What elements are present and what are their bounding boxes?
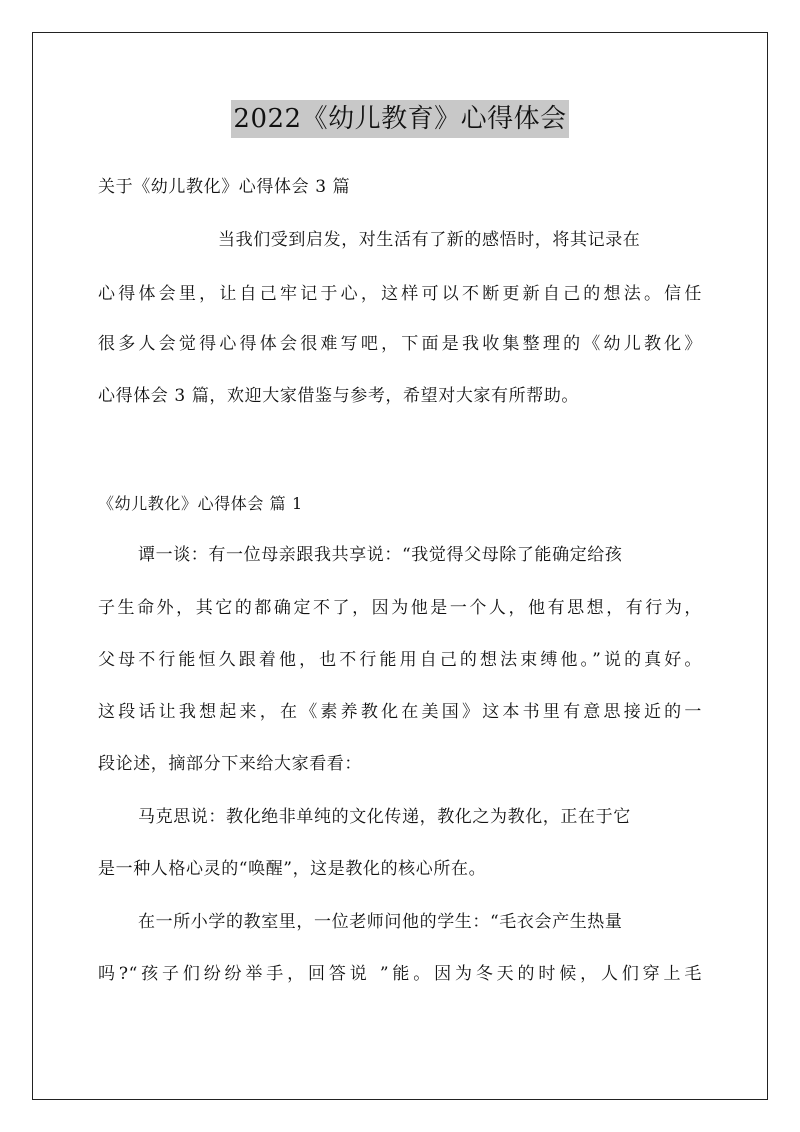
intro-line-1: 当我们受到启发，对生活有了新的感悟时，将其记录在: [218, 230, 641, 250]
paragraph1-line-5: 段论述，摘部分下来给大家看看：: [98, 754, 362, 774]
title-container: [0, 100, 800, 138]
document-title: 2022《幼儿教育》心得体会: [231, 100, 568, 138]
paragraph3-line-2: 吗?“孩子们纷纷举手，回答说 ”能。因为冬天的时候，人们穿上毛: [98, 964, 702, 984]
document-subtitle: 关于《幼儿教化》心得体会 3 篇: [98, 177, 351, 197]
paragraph1-line-4: 这段话让我想起来，在《素养教化在美国》这本书里有意思接近的一: [98, 702, 702, 722]
paragraph1-line-2: 子生命外，其它的都确定不了，因为他是一个人，他有思想，有行为，: [98, 598, 702, 618]
intro-line-3: 很多人会觉得心得体会很难写吧，下面是我收集整理的《幼儿教化》: [98, 334, 702, 354]
intro-line-4: 心得体会 3 篇，欢迎大家借鉴与参考，希望对大家有所帮助。: [98, 386, 580, 406]
paragraph1-line-1: 谭一谈：有一位母亲跟我共享说：“我觉得父母除了能确定给孩: [138, 545, 623, 565]
paragraph1-line-3: 父母不行能恒久跟着他，也不行能用自己的想法束缚他。”说的真好。: [98, 650, 702, 670]
section-heading: 《幼儿教化》心得体会 篇 1: [98, 494, 303, 513]
paragraph3-line-1: 在一所小学的教室里，一位老师问他的学生：“毛衣会产生热量: [138, 912, 623, 932]
paragraph2-line-1: 马克思说：教化绝非单纯的文化传递，教化之为教化，正在于它: [138, 807, 631, 827]
paragraph2-line-2: 是一种人格心灵的“唤醒”，这是教化的核心所在。: [98, 859, 487, 879]
intro-line-2: 心得体会里，让自己牢记于心，这样可以不断更新自己的想法。信任: [98, 284, 702, 304]
